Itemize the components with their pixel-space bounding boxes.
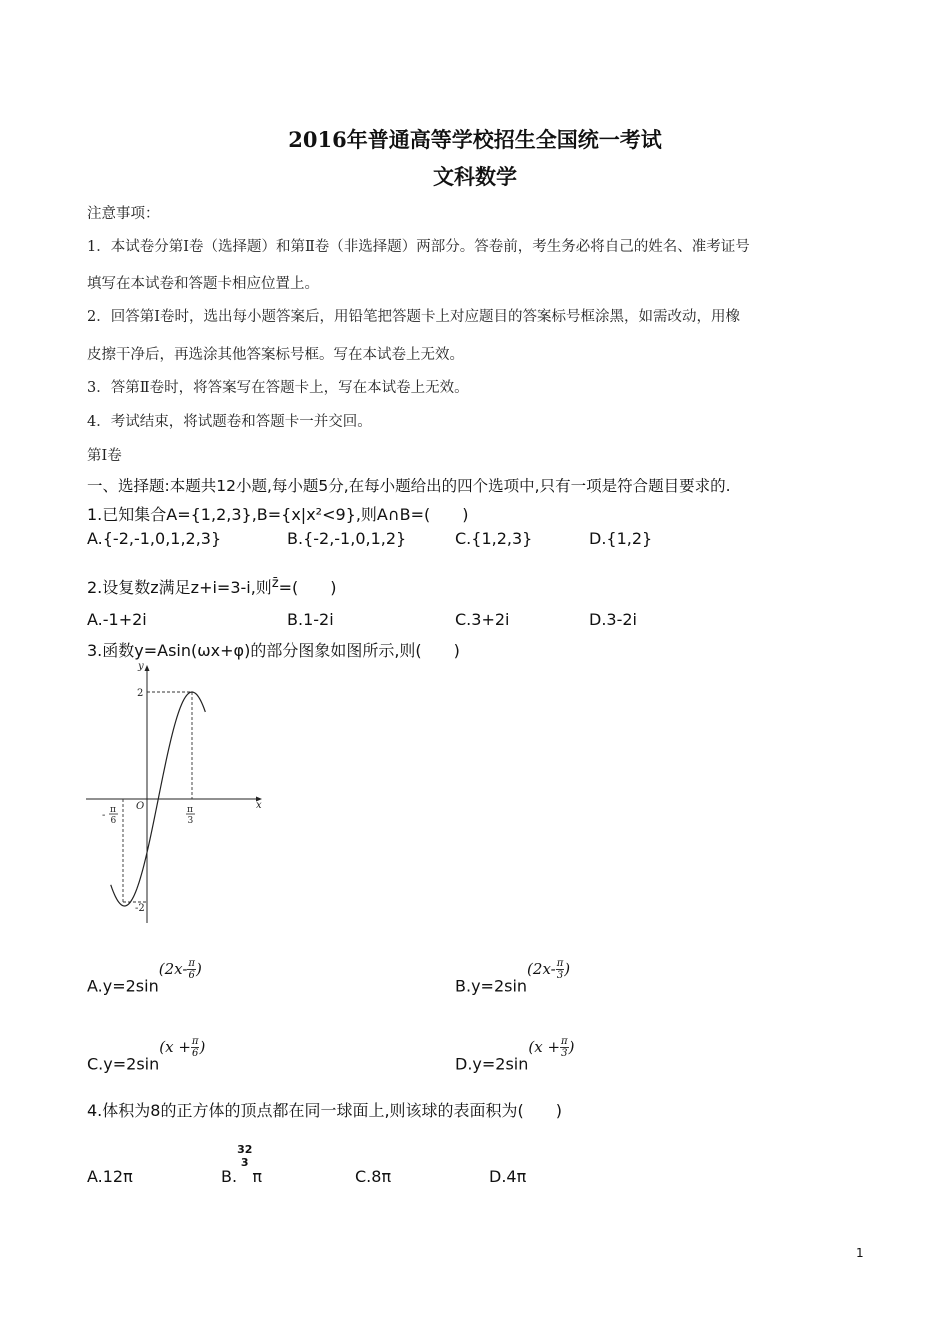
option-c-den: 6	[191, 1048, 199, 1059]
note-item-1-line-1: 1．本试卷分第Ⅰ卷（选择题）和第Ⅱ卷（非选择题）两部分。答卷前，考生务必将自己的姓名、准考证号	[87, 239, 750, 255]
option-c-arg-text: x +	[165, 1037, 191, 1056]
note-item-4: 4．考试结束，将试题卷和答题卡一并交回。	[87, 414, 372, 430]
left-tick-denominator: 6	[110, 816, 117, 826]
part-label: 第Ⅰ卷	[87, 448, 122, 464]
page-title: 2016年普通高等学校招生全国统一考试	[288, 127, 662, 152]
option-c-argument: (x + $\frac{\pi}{6}$ )	[159, 1036, 206, 1059]
question-3-option-b	[455, 958, 570, 996]
question-1-stem: 1.已知集合A={1,2,3},B={x|x²<9},则A∩B=( )	[87, 505, 469, 524]
y-axis-arrow-icon	[145, 665, 150, 671]
question-2-stem	[87, 575, 337, 598]
option-a-den: 6	[188, 970, 195, 981]
question-1-option-a: A.{-2,-1,0,1,2,3}	[87, 529, 222, 548]
option-d-argument: (x + $\frac{\pi}{3}$ )	[528, 1036, 575, 1059]
option-d-num: π	[561, 1036, 568, 1047]
notes-heading: 注意事项：	[87, 206, 160, 222]
option-b-fraction-den: 3	[240, 1156, 249, 1169]
page-subtitle: 文科数学	[433, 164, 517, 189]
question-1-option-d: D.{1,2}	[589, 529, 653, 548]
option-b-fraction-num: 32	[237, 1143, 253, 1156]
question-4-stem: 4.体积为8的正方体的顶点都在同一球面上,则该球的表面积为( )	[87, 1101, 563, 1120]
min-value-label: -2	[135, 903, 145, 914]
option-b-den: 3	[556, 970, 564, 981]
note-item-3: 3．答第Ⅱ卷时，将答案写在答题卡上，写在本试卷上无效。	[87, 380, 469, 396]
option-b-pi: π	[252, 1167, 263, 1186]
option-b-arg-text: 2x-	[532, 959, 556, 978]
option-d-prefix: D.y=2sin	[455, 1054, 529, 1074]
question-1-option-c: C.{1,2,3}	[455, 529, 533, 548]
option-a-num: π	[188, 958, 195, 969]
option-a-prefix: A.y=2sin	[87, 976, 159, 996]
question-4-option-a: A.12π	[87, 1167, 133, 1186]
question-2-option-b: B.1-2i	[287, 610, 334, 629]
option-a-argument: (2x- $\frac{\pi}{6}$ )	[158, 958, 202, 981]
note-item-2-line-2: 皮擦干净后，再选涂其他答案标号框。写在本试卷上无效。	[87, 347, 464, 363]
option-b-argument: (2x- $\frac{\pi}{3}$ )	[527, 958, 571, 981]
question-2-stem-prefix: 2.设复数z满足z+i=3-i,则	[87, 578, 272, 597]
question-4-option-d: D.4π	[489, 1167, 527, 1186]
right-tick-denominator: 3	[187, 816, 194, 826]
question-3-option-d	[455, 1036, 574, 1074]
question-2-stem-suffix: =( )	[278, 578, 337, 597]
right-tick-numerator: π	[187, 805, 193, 815]
conjugate-z-symbol: z̄	[271, 576, 279, 591]
question-3-option-a	[87, 958, 202, 996]
question-3-option-c	[87, 1036, 205, 1074]
section-heading: 一、选择题:本题共12小题,每小题5分,在每小题给出的四个选项中,只有一项是符合题目要求的.	[87, 477, 731, 495]
option-b-label: B.	[221, 1167, 238, 1186]
option-d-arg-text: x +	[534, 1037, 561, 1056]
question-4-option-b	[221, 1143, 263, 1186]
page-number: 1	[856, 1246, 864, 1260]
question-2-option-c: C.3+2i	[455, 610, 510, 629]
origin-label: O	[136, 801, 145, 812]
left-tick-numerator: π	[110, 805, 116, 815]
option-b-prefix: B.y=2sin	[455, 976, 528, 996]
question-1-option-b: B.{-2,-1,0,1,2}	[287, 529, 407, 548]
option-c-prefix: C.y=2sin	[87, 1054, 160, 1074]
question-3-stem: 3.函数y=Asin(ωx+φ)的部分图象如图所示,则( )	[87, 641, 460, 660]
question-2-option-d: D.3-2i	[589, 610, 637, 629]
option-a-arg-text: 2x-	[164, 959, 188, 978]
sine-graph	[80, 658, 280, 930]
max-value-label: 2	[137, 688, 144, 699]
note-item-1-line-2: 填写在本试卷和答题卡相应位置上。	[87, 276, 319, 292]
option-d-den: 3	[561, 1048, 568, 1059]
left-tick-sign: -	[102, 810, 106, 821]
option-c-num: π	[191, 1036, 199, 1047]
question-2-option-a: A.-1+2i	[87, 610, 147, 629]
x-axis-label: x	[256, 800, 262, 811]
y-axis-label: y	[138, 661, 144, 672]
question-4-option-c: C.8π	[355, 1167, 392, 1186]
note-item-2-line-1: 2．回答第Ⅰ卷时，选出每小题答案后，用铅笔把答题卡上对应题目的答案标号框涂黑，如需改动，用橡	[87, 309, 740, 325]
option-b-num: π	[556, 958, 564, 969]
